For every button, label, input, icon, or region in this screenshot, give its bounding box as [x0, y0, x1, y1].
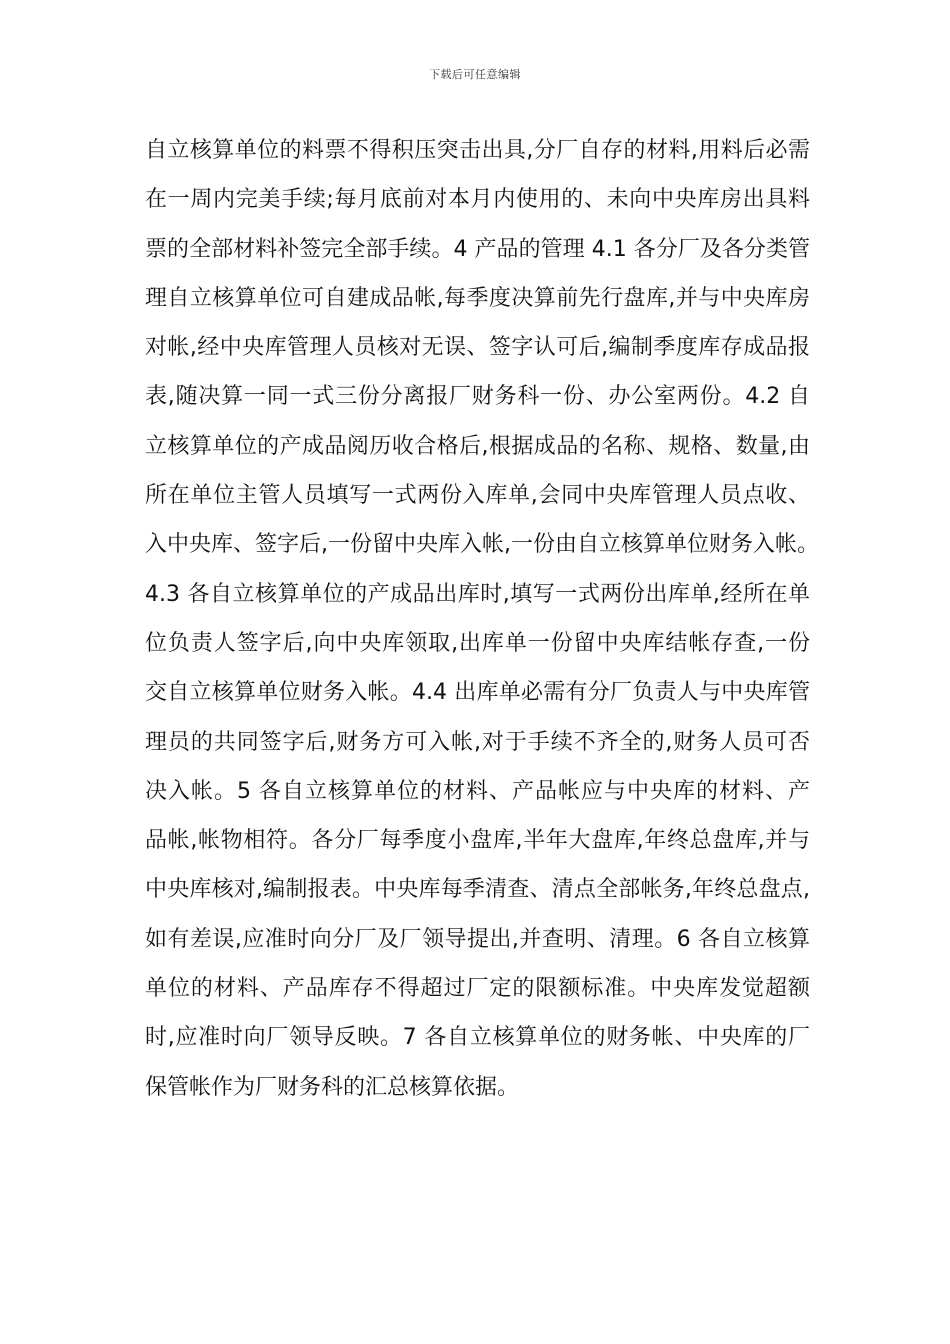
body-line: 票的全部材料补签完全部手续。4 产品的管理 4.1 各分厂及各分类管	[145, 236, 810, 262]
body-line: 理员的共同签字后,财务方可入帐,对于手续不齐全的,财务人员可否	[145, 729, 810, 755]
body-line: 位负责人签字后,向中央库领取,出库单一份留中央库结帐存查,一份	[145, 630, 810, 656]
body-line: 表,随决算一同一式三份分离报厂财务科一份、办公室两份。4.2 自	[145, 384, 810, 410]
body-line: 在一周内完美手续;每月底前对本月内使用的、未向中央库房出具料	[145, 187, 810, 213]
body-line: 品帐,帐物相符。各分厂每季度小盘库,半年大盘库,年终总盘库,并与	[145, 828, 810, 854]
body-line: 单位的材料、产品库存不得超过厂定的限额标准。中央库发觉超额	[145, 976, 810, 1002]
body-line: 4.3 各自立核算单位的产成品出库时,填写一式两份出库单,经所在单	[145, 581, 810, 607]
body-line: 保管帐作为厂财务科的汇总核算依据。	[145, 1074, 520, 1100]
body-line: 所在单位主管人员填写一式两份入库单,会同中央库管理人员点收、	[145, 483, 810, 509]
body-line: 中央库核对,编制报表。中央库每季清查、清点全部帐务,年终总盘点,	[145, 877, 810, 903]
body-line: 自立核算单位的料票不得积压突击出具,分厂自存的材料,用料后必需	[145, 138, 810, 163]
body-line: 交自立核算单位财务入帐。4.4 出库单必需有分厂负责人与中央库管	[145, 680, 810, 706]
body-line: 入中央库、签字后,一份留中央库入帐,一份由自立核算单位财务入帐。	[145, 532, 819, 558]
body-line: 对帐,经中央库管理人员核对无误、签字认可后,编制季度库存成品报	[145, 335, 810, 361]
body-line: 立核算单位的产成品阅历收合格后,根据成品的名称、规格、数量,由	[145, 433, 810, 459]
page-header-note: 下载后可任意编辑	[429, 68, 521, 81]
body-line: 如有差误,应准时向分厂及厂领导提出,并查明、清理。6 各自立核算	[145, 926, 810, 952]
body-line: 理自立核算单位可自建成品帐,每季度决算前先行盘库,并与中央库房	[145, 285, 810, 311]
body-line: 时,应准时向厂领导反映。7 各自立核算单位的财务帐、中央库的厂	[145, 1025, 810, 1051]
body-line: 决入帐。5 各自立核算单位的材料、产品帐应与中央库的材料、产	[145, 778, 810, 804]
document-body	[145, 130, 819, 1116]
